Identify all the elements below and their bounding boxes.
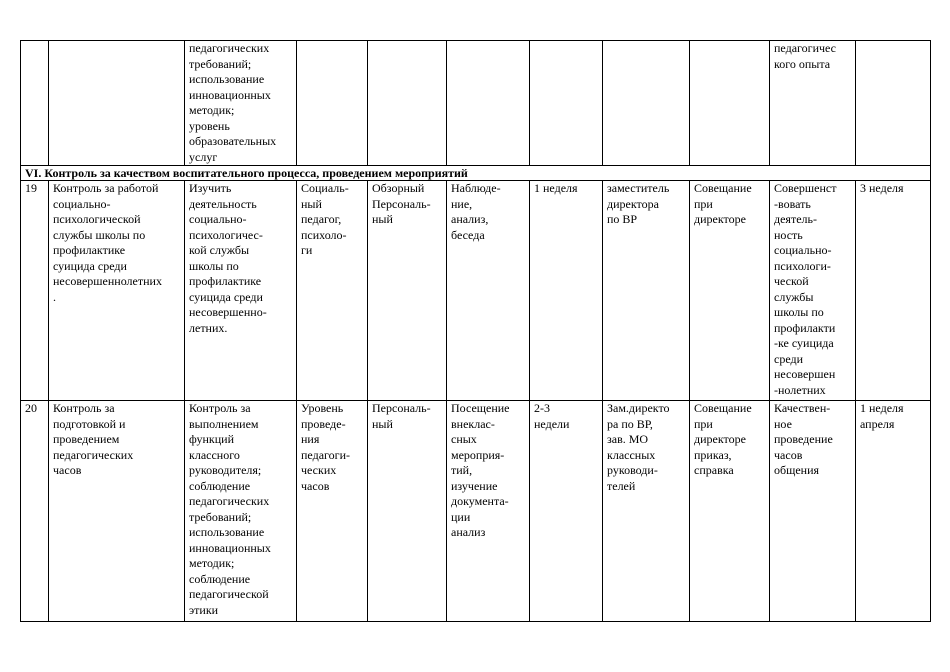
table-cell [770,401,856,622]
cell-line: психологичес- [189,227,263,242]
cell-line: педагогических [189,41,270,55]
table-cell [530,41,603,166]
cell-line: ра по ВР, [607,416,653,431]
cell-line: проведе- [301,416,346,431]
cell-line: службы школы по [53,227,146,242]
cell-line: справка [694,463,734,477]
cell-line: часов [301,478,330,493]
cell-line: Совещание [694,181,752,195]
table-cell [856,41,931,166]
cell-line: -нолетних [774,382,826,397]
cell-line: 19 [25,181,37,195]
table-cell [447,41,530,166]
cell-line: директоре [694,212,746,226]
table-cell [603,181,690,401]
table-cell [49,181,185,401]
table-cell [297,401,368,622]
cell-line: профилактике [189,274,262,288]
table-cell [447,401,530,622]
cell-line: ческих [301,463,337,477]
cell-line: педагогических [53,447,134,462]
cell-line: Персональ- [372,401,431,415]
cell-line: 3 неделя [860,181,904,195]
cell-line: документа- [451,494,509,508]
cell-line: 1 неделя [534,181,578,195]
cell-line: часов [53,463,82,477]
cell-line: деятельность [189,196,257,211]
cell-line: социально- [189,212,247,226]
table-cell [690,401,770,622]
cell-line: соблюдение [189,478,251,493]
table-cell [368,181,447,401]
cell-line: кого опыта [774,56,831,71]
cell-line: директоре [694,432,746,446]
cell-line: зав. МО [607,432,649,446]
cell-line: Совещание [694,401,752,415]
cell-line: выполнением [189,416,259,431]
cell-line: 2-3 [534,401,550,415]
table-cell [368,41,447,166]
cell-line: Контроль за [53,401,115,415]
cell-line: Изучить [189,181,232,195]
cell-line: телей [607,478,636,493]
cell-line: мероприя- [451,447,505,462]
cell-line: тий, [451,463,473,477]
table-cell [770,181,856,401]
table-cell [297,181,368,401]
table-cell [49,41,185,166]
cell-line: Обзорный [372,181,425,195]
cell-line: ный [301,196,322,211]
cell-line: этики [189,602,219,617]
cell-line: Качествен- [774,401,831,415]
table-cell [185,401,297,622]
table-cell [185,41,297,166]
cell-line: классного [189,447,240,462]
table-cell [49,401,185,622]
cell-line: несовершеннолетних [53,274,162,288]
row-number [21,401,49,622]
cell-line: часов [774,447,803,462]
cell-line: -вовать [774,196,811,211]
cell-line: летних. [189,320,228,335]
cell-line: психологической [53,212,141,226]
cell-line: руководителя; [189,463,262,477]
cell-line: Наблюде- [451,181,501,195]
cell-line: соблюдение [189,571,251,586]
cell-line: педагоги- [301,447,350,462]
table-cell [297,41,368,166]
cell-line: психоло- [301,227,347,242]
cell-line: проведение [774,432,833,446]
table-cell [690,181,770,401]
cell-line: суицида среди [53,258,127,273]
cell-line: профилакти [774,320,836,335]
cell-line: проведением [53,432,120,446]
cell-line: -ке суицида [774,336,834,350]
cell-line: руководи- [607,463,658,477]
plan-table [20,40,931,622]
cell-line: инновационных [189,87,271,102]
cell-line: социально- [53,196,111,211]
table-cell [856,181,931,401]
cell-line: ность [774,227,803,242]
cell-line: директора [607,196,659,211]
cell-line: уровень [189,118,230,133]
cell-line: при [694,416,713,431]
cell-line: использование [189,72,265,86]
table-cell [770,41,856,166]
cell-line: образовательных [189,134,277,148]
table-row [21,41,931,166]
table-cell [530,181,603,401]
cell-line: социально- [774,243,832,257]
table-cell [368,401,447,622]
cell-line: Посещение [451,401,510,415]
cell-line: профилактике [53,243,126,257]
cell-line: инновационных [189,540,271,555]
cell-line: Контроль за работой [53,181,159,195]
cell-line: сных [451,432,477,446]
cell-line: 20 [25,401,37,415]
row-number [21,181,49,401]
cell-line: ное [774,416,792,431]
cell-line: 1 неделя [860,401,904,415]
cell-line: методик; [189,556,235,570]
cell-line: анализ, [451,212,489,226]
cell-line: . [53,289,56,304]
cell-line: несовершенно- [189,305,267,319]
cell-line: ги [301,243,313,257]
cell-line: кой службы [189,243,250,257]
cell-line: Уровень [301,401,344,415]
cell-line: школы по [774,305,824,319]
table-cell [603,41,690,166]
cell-line: службы [774,289,814,304]
cell-line: внеклас- [451,416,495,431]
cell-line: Персональ- [372,196,431,211]
cell-line: подготовкой и [53,416,126,431]
cell-line: анализ [451,525,486,539]
table-cell [21,41,49,166]
cell-line: классных [607,447,656,462]
cell-line: несовершен [774,367,836,381]
cell-line: методик; [189,103,235,117]
cell-line: педагогических [189,494,270,508]
cell-line: Зам.директо [607,401,670,415]
cell-line: функций [189,432,234,446]
cell-line: ный [372,212,393,226]
cell-line: приказ, [694,447,732,462]
table-cell [690,41,770,166]
section-title: VI. Контроль за качеством воспитательного процесса, проведением мероприятий [21,166,931,181]
cell-line: использование [189,525,265,539]
table-cell [603,401,690,622]
cell-line: ние, [451,196,473,211]
cell-line: педагогической [189,587,269,601]
cell-line: педагог, [301,212,342,226]
cell-line: апреля [860,416,895,431]
cell-line: среди [774,351,804,366]
cell-line: при [694,196,713,211]
table-row [21,181,931,401]
cell-line: ния [301,432,320,446]
cell-line: школы по [189,258,239,273]
cell-line: заместитель [607,181,670,195]
cell-line: суицида среди [189,289,263,304]
cell-line: ческой [774,274,809,288]
cell-line: Социаль- [301,181,349,195]
cell-line: беседа [451,227,485,242]
table-row [21,401,931,622]
cell-line: ции [451,509,471,524]
cell-line: требований; [189,509,252,524]
table-cell [530,401,603,622]
cell-line: общения [774,463,820,477]
cell-line: изучение [451,478,498,493]
table-cell [185,181,297,401]
cell-line: недели [534,416,570,431]
cell-line: психологи- [774,258,831,273]
cell-line: Контроль за [189,401,251,415]
section-header-row [21,166,931,181]
cell-line: педагогичес [774,41,836,55]
table-cell [447,181,530,401]
table-cell [856,401,931,622]
cell-line: ный [372,416,393,431]
cell-line: Совершенст [774,181,837,195]
cell-line: по ВР [607,212,638,226]
cell-line: деятель- [774,212,817,226]
cell-line: услуг [189,149,218,164]
cell-line: требований; [189,56,252,71]
